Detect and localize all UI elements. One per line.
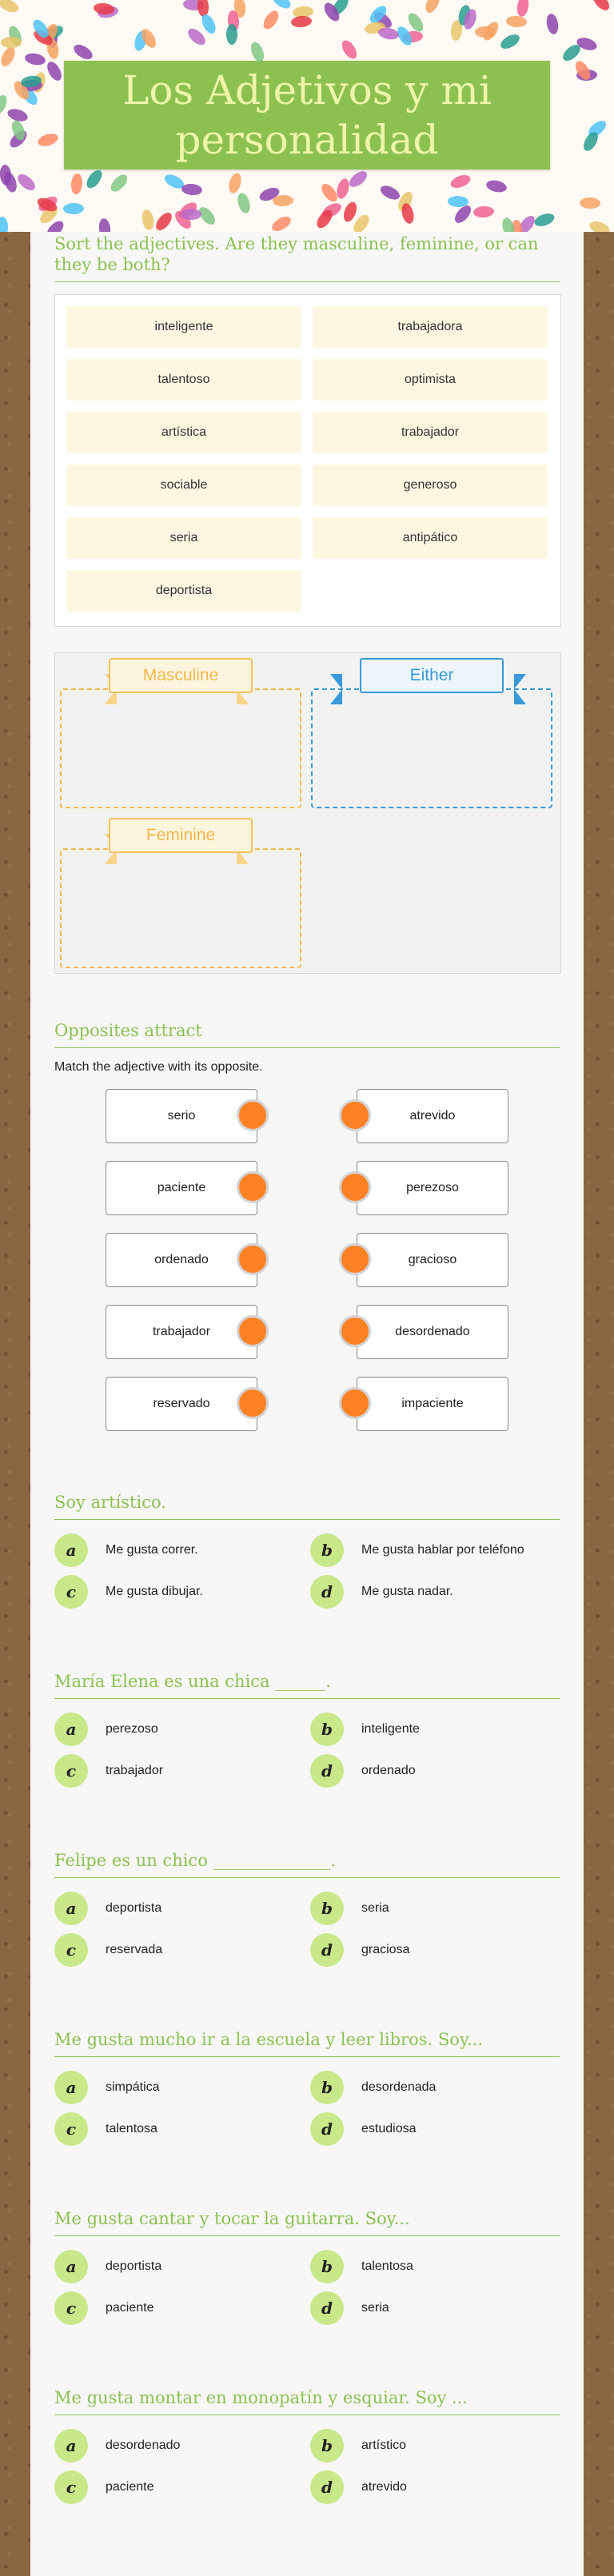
petal-decoration bbox=[181, 183, 202, 196]
ribbon-tail bbox=[514, 674, 526, 704]
answer-option[interactable] bbox=[310, 1575, 453, 1609]
option-letter-badge: c bbox=[54, 1933, 88, 1967]
match-right-item[interactable]: perezoso bbox=[357, 1161, 508, 1215]
answer-option[interactable] bbox=[310, 2429, 406, 2462]
option-letter-badge: c bbox=[54, 2112, 88, 2146]
match-connector[interactable] bbox=[237, 1243, 269, 1275]
petal-decoration bbox=[227, 172, 244, 195]
adjective-chip[interactable]: seria bbox=[66, 517, 301, 559]
petal-decoration bbox=[98, 217, 111, 232]
option-letter-badge: a bbox=[54, 1892, 88, 1925]
adjective-chip[interactable]: antipático bbox=[313, 517, 548, 559]
option-label: graciosa bbox=[361, 1943, 410, 1956]
match-right-item[interactable]: gracioso bbox=[357, 1233, 508, 1287]
answer-option[interactable] bbox=[54, 2250, 161, 2283]
option-label: perezoso bbox=[106, 1722, 158, 1736]
answer-option[interactable] bbox=[310, 1892, 389, 1925]
question-heading: Felipe es un chico ______________. bbox=[54, 1850, 560, 1878]
question-heading: Me gusta mucho ir a la escuela y leer libros. Soy... bbox=[54, 2029, 560, 2057]
match-instruction: Match the adjective with its opposite. bbox=[54, 1060, 263, 1074]
answer-option[interactable] bbox=[54, 1533, 198, 1567]
answer-option[interactable] bbox=[54, 2429, 180, 2462]
petal-decoration bbox=[181, 209, 201, 220]
answer-option[interactable] bbox=[54, 1575, 203, 1609]
petal-decoration bbox=[378, 182, 402, 201]
match-connector[interactable] bbox=[237, 1171, 269, 1203]
option-letter-badge: d bbox=[310, 2112, 344, 2146]
question-heading: Me gusta montar en monopatín y esquiar. Soy ... bbox=[54, 2387, 560, 2415]
match-connector[interactable] bbox=[237, 1315, 269, 1347]
option-label: seria bbox=[361, 1901, 389, 1915]
petal-decoration bbox=[141, 209, 155, 231]
option-letter-badge: a bbox=[54, 2429, 88, 2462]
option-letter-badge: b bbox=[310, 1533, 344, 1567]
petal-decoration bbox=[339, 38, 360, 62]
answer-option[interactable] bbox=[310, 1754, 416, 1788]
match-connector[interactable] bbox=[339, 1171, 371, 1203]
petal-decoration bbox=[532, 211, 556, 229]
feminine-drop-zone[interactable] bbox=[60, 848, 301, 968]
match-right-item[interactable]: atrevido bbox=[357, 1089, 508, 1143]
answer-option[interactable] bbox=[54, 2470, 154, 2504]
petal-decoration bbox=[377, 26, 400, 42]
petal-decoration bbox=[0, 0, 21, 14]
option-letter-badge: b bbox=[310, 1713, 344, 1746]
option-label: paciente bbox=[106, 2301, 154, 2315]
option-label: paciente bbox=[106, 2480, 154, 2494]
option-label: seria bbox=[361, 2301, 389, 2315]
petal-decoration bbox=[93, 2, 115, 15]
match-right-item[interactable]: desordenado bbox=[357, 1305, 508, 1359]
match-connector[interactable] bbox=[339, 1099, 371, 1131]
question-heading: Soy artístico. bbox=[54, 1492, 560, 1520]
match-heading: Opposites attract bbox=[54, 1020, 560, 1048]
petal-decoration bbox=[261, 8, 281, 31]
petal-decoration bbox=[505, 15, 527, 28]
petal-decoration bbox=[72, 42, 95, 62]
petal-decoration bbox=[70, 173, 83, 194]
adjective-chip[interactable]: generoso bbox=[313, 465, 548, 506]
option-label: estudiosa bbox=[361, 2122, 417, 2135]
worksheet bbox=[30, 232, 584, 2576]
option-letter-badge: b bbox=[310, 2429, 344, 2462]
petal-decoration bbox=[2, 170, 18, 193]
option-label: talentosa bbox=[106, 2122, 157, 2135]
answer-option[interactable] bbox=[54, 1892, 161, 1925]
adjective-chip[interactable]: inteligente bbox=[66, 306, 301, 348]
match-right-item[interactable]: impaciente bbox=[357, 1377, 508, 1431]
match-left-item[interactable]: paciente bbox=[106, 1161, 257, 1215]
option-letter-badge: a bbox=[54, 2071, 88, 2104]
answer-option[interactable] bbox=[310, 2112, 417, 2146]
option-letter-badge: c bbox=[54, 2470, 88, 2504]
petal-decoration bbox=[37, 131, 60, 148]
option-letter-badge: a bbox=[54, 1533, 88, 1567]
petal-decoration bbox=[580, 197, 600, 208]
petal-decoration bbox=[44, 59, 64, 83]
answer-option[interactable] bbox=[310, 2071, 436, 2104]
answer-option[interactable] bbox=[54, 1933, 162, 1967]
petal-decoration bbox=[15, 172, 38, 194]
option-label: deportista bbox=[106, 2259, 162, 2273]
petal-decoration bbox=[84, 167, 106, 190]
petal-decoration bbox=[405, 10, 426, 34]
ribbon-tail bbox=[330, 674, 342, 704]
petal-decoration bbox=[472, 205, 494, 218]
answer-option[interactable] bbox=[54, 2071, 160, 2104]
adjective-chip[interactable]: trabajadora bbox=[313, 306, 548, 348]
adjective-chip[interactable]: talentoso bbox=[66, 359, 301, 401]
option-letter-badge: d bbox=[310, 1575, 344, 1609]
petal-decoration bbox=[23, 52, 46, 67]
petal-decoration bbox=[226, 24, 237, 45]
match-connector[interactable] bbox=[237, 1099, 269, 1131]
option-letter-badge: c bbox=[54, 1575, 88, 1609]
answer-option[interactable] bbox=[310, 1533, 524, 1567]
petal-decoration bbox=[545, 13, 560, 35]
answer-option[interactable] bbox=[54, 1754, 163, 1788]
petal-decoration bbox=[400, 201, 416, 225]
option-letter-badge: d bbox=[310, 1933, 344, 1967]
petal-decoration bbox=[423, 0, 442, 15]
petal-decoration bbox=[0, 217, 8, 232]
match-left-item[interactable]: reservado bbox=[106, 1377, 257, 1431]
petal-decoration bbox=[235, 191, 252, 214]
petal-decoration bbox=[480, 19, 501, 42]
option-label: trabajador bbox=[106, 1764, 164, 1777]
either-drop-zone[interactable] bbox=[311, 688, 552, 808]
option-label: desordenado bbox=[106, 2438, 181, 2452]
petal-decoration bbox=[498, 31, 522, 51]
match-connector[interactable] bbox=[339, 1387, 371, 1419]
option-label: inteligente bbox=[361, 1722, 420, 1736]
option-letter-badge: b bbox=[310, 2250, 344, 2283]
answer-option[interactable] bbox=[310, 2250, 413, 2283]
adjective-chip[interactable]: deportista bbox=[66, 570, 301, 612]
sort-heading: Sort the adjectives. Are they masculine, feminine, or can they be both? bbox=[54, 233, 560, 282]
match-connector[interactable] bbox=[237, 1387, 269, 1419]
feminine-label: Feminine bbox=[109, 818, 253, 853]
question-heading: Me gusta cantar y tocar la guitarra. Soy... bbox=[54, 2208, 560, 2236]
answer-option[interactable] bbox=[310, 2291, 389, 2325]
adjective-chip[interactable]: optimista bbox=[313, 359, 548, 401]
match-left-item[interactable]: trabajador bbox=[106, 1305, 257, 1359]
option-label: artístico bbox=[361, 2438, 407, 2452]
title-box bbox=[64, 61, 550, 169]
option-label: Me gusta correr. bbox=[106, 1543, 198, 1557]
option-letter-badge: b bbox=[310, 2071, 344, 2104]
option-label: Me gusta nadar. bbox=[361, 1585, 453, 1598]
option-label: desordenada bbox=[361, 2080, 437, 2094]
adjective-chip[interactable]: trabajador bbox=[313, 412, 548, 453]
petal-decoration bbox=[63, 202, 84, 213]
answer-option[interactable] bbox=[310, 2470, 407, 2504]
option-label: simpática bbox=[106, 2080, 160, 2094]
option-label: deportista bbox=[106, 1901, 162, 1915]
petal-decoration bbox=[346, 168, 369, 189]
option-label: reservada bbox=[106, 1943, 163, 1956]
answer-option[interactable] bbox=[54, 2291, 154, 2325]
petal-decoration bbox=[449, 173, 472, 190]
petal-decoration bbox=[153, 210, 174, 232]
option-letter-badge: a bbox=[54, 1713, 88, 1746]
match-left-item[interactable]: ordenado bbox=[106, 1233, 257, 1287]
answer-option[interactable] bbox=[54, 2112, 157, 2146]
match-left-item[interactable]: serio bbox=[106, 1089, 257, 1143]
either-label: Either bbox=[360, 658, 504, 693]
option-letter-badge: a bbox=[54, 2250, 88, 2283]
option-label: talentosa bbox=[361, 2259, 413, 2273]
petal-decoration bbox=[108, 171, 130, 194]
answer-option[interactable] bbox=[54, 1713, 158, 1746]
question-heading: María Elena es una chica ______. bbox=[54, 1671, 560, 1699]
option-label: atrevido bbox=[361, 2480, 407, 2494]
option-label: Me gusta hablar por teléfono bbox=[361, 1543, 524, 1557]
answer-option[interactable] bbox=[310, 1713, 420, 1746]
match-connector[interactable] bbox=[339, 1243, 371, 1275]
petal-decoration bbox=[269, 214, 293, 232]
option-letter-badge: c bbox=[54, 1754, 88, 1788]
petal-decoration bbox=[515, 0, 529, 18]
option-letter-badge: c bbox=[54, 2291, 88, 2325]
option-label: ordenado bbox=[361, 1764, 416, 1777]
option-letter-badge: d bbox=[310, 2291, 344, 2325]
petal-decoration bbox=[590, 0, 612, 13]
option-letter-badge: d bbox=[310, 2470, 344, 2504]
petal-decoration bbox=[1, 37, 22, 48]
petal-decoration bbox=[485, 178, 508, 193]
option-letter-badge: d bbox=[310, 1754, 344, 1788]
adjective-chip[interactable]: sociable bbox=[66, 465, 301, 506]
petal-decoration bbox=[269, 0, 293, 11]
adjective-chip[interactable]: artística bbox=[66, 412, 301, 453]
petal-decoration bbox=[199, 13, 218, 37]
petal-decoration bbox=[291, 15, 313, 28]
option-letter-badge: b bbox=[310, 1892, 344, 1925]
sort-drop-area bbox=[54, 652, 561, 974]
masculine-drop-zone[interactable] bbox=[60, 688, 301, 808]
answer-option[interactable] bbox=[310, 1933, 409, 1967]
option-label: Me gusta dibujar. bbox=[106, 1585, 203, 1598]
match-connector[interactable] bbox=[339, 1315, 371, 1347]
title-banner bbox=[0, 0, 614, 232]
adjective-bank bbox=[54, 294, 561, 627]
petal-decoration bbox=[588, 219, 612, 232]
page-title: Los Adjetivos y mi personalidad bbox=[122, 67, 492, 163]
petal-decoration bbox=[0, 45, 18, 69]
petal-decoration bbox=[272, 195, 293, 207]
masculine-label: Masculine bbox=[109, 658, 253, 693]
